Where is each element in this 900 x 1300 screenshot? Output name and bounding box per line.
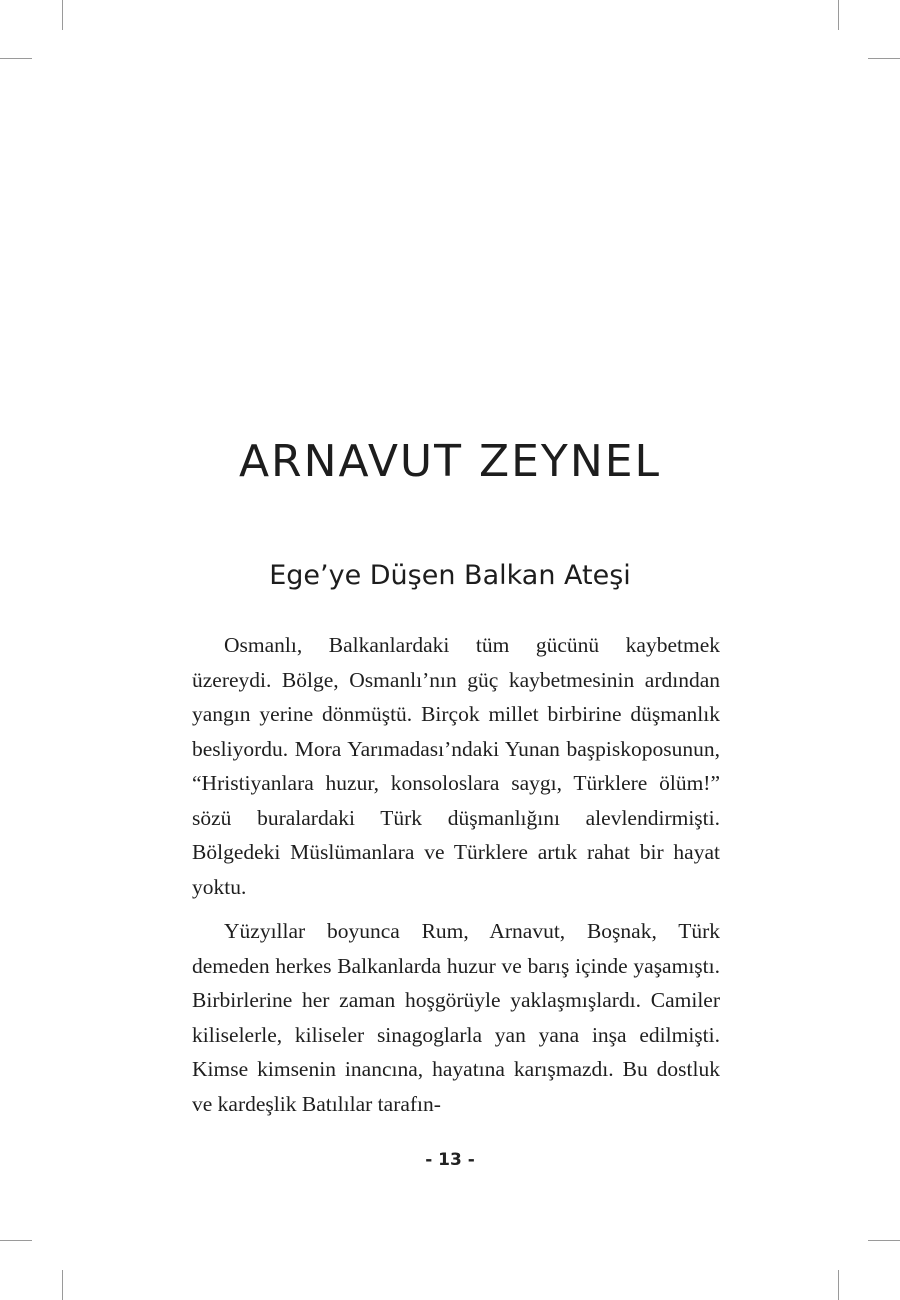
- crop-mark: [868, 58, 900, 59]
- page-number: - 13 -: [425, 1150, 475, 1170]
- crop-mark: [62, 1270, 63, 1300]
- crop-mark: [0, 58, 32, 59]
- chapter-subtitle: Ege’ye Düşen Balkan Ateşi: [269, 560, 631, 591]
- paragraph: Osmanlı, Balkanlardaki tüm gücünü kaybetmek üzereydi. Bölge, Osmanlı’nın güç kaybetmesinin ardından yangın yerine dönmüştü. Birçok millet birbirine düşmanlık besliyordu. Mora Yarımadası’ndaki Yunan başpiskoposunun, “Hristiyanlara huzur, konsoloslara saygı, Türklere ölüm!” sözü buralardaki Türk düşmanlığını alevlendirmişti. Bölgedeki Müslümanlara ve Türklere artık rahat bir hayat yoktu.: [192, 633, 720, 899]
- crop-mark: [0, 1240, 32, 1241]
- crop-mark: [838, 0, 839, 30]
- paragraph: Yüzyıllar boyunca Rum, Arnavut, Boşnak, Türk demeden herkes Balkanlarda huzur ve barış içinde yaşamıştı. Birbirlerine her zaman hoşgörüyle yaklaşmışlardı. Camiler kiliselerle, kiliseler sinagoglarla yan yana inşa edilmişti. Kimse kimsenin inancına, hayatına karışmazdı. Bu dostluk ve kardeşlik Batılılar tarafın-: [192, 919, 720, 1116]
- chapter-title: ARNAVUT ZEYNEL: [238, 436, 662, 487]
- body-text: [192, 628, 720, 1131]
- crop-mark: [868, 1240, 900, 1241]
- crop-mark: [838, 1270, 839, 1300]
- crop-mark: [62, 0, 63, 30]
